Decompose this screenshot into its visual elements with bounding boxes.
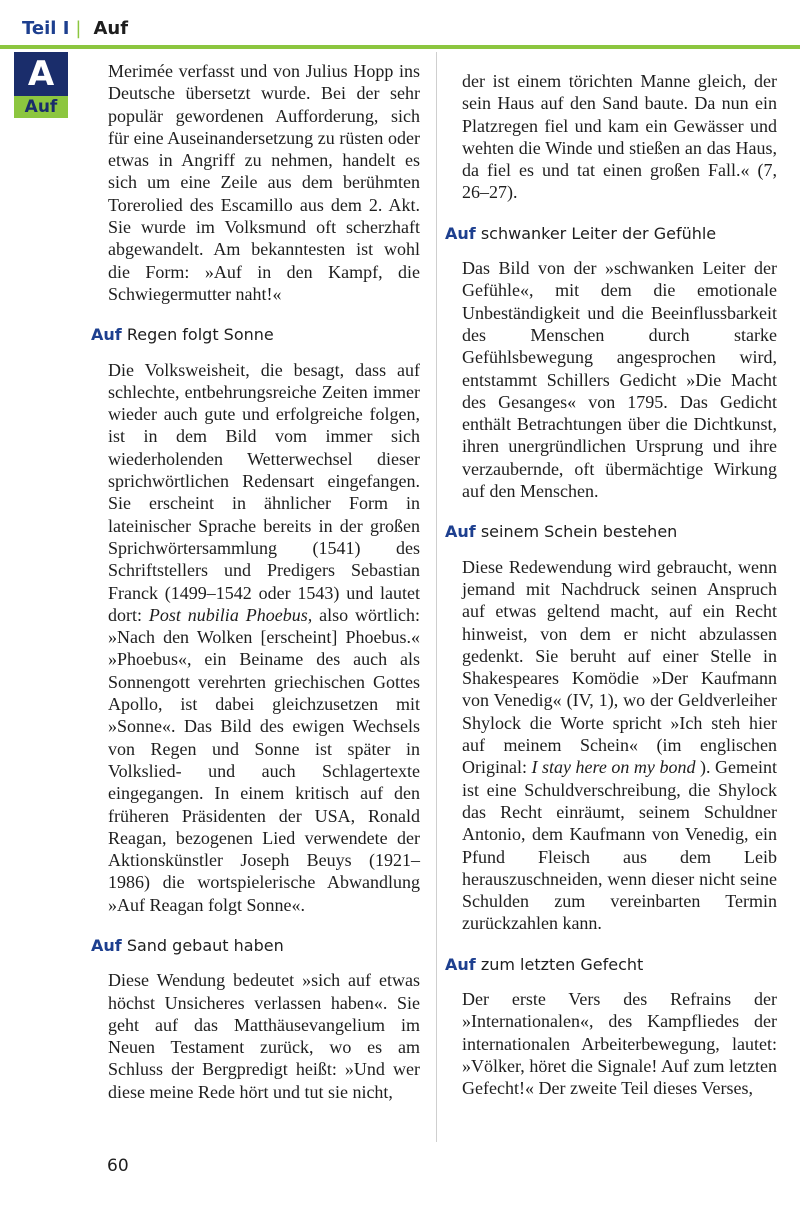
header-rule [0,45,800,49]
entry-keyword: Auf [91,325,122,345]
entry-text: Das Bild von der »schwanken Leiter der Gefühle«, mit dem die emotionale Unbeständigkeit und die Beeinflussbarkeit des Menschen durch starke Gefühlsbewegung angesprochen wird, entstammt Schillers Gedicht »Die Macht des Gesanges« von 1795. Das Gedicht enthält Betrachtungen über die Dichtkunst, ihren unergründlichen Ursprung und ihre verzaubernde, oft übermächtige Wirkung auf den Menschen. [462,258,777,502]
entry-text: Der erste Vers des Refrains der »Internationalen«, des Kampfliedes der internationalen Arbeiterbewegung, lautet: »Völker, höret die Signale! Auf zum letzten Gefecht!« Der zweite Teil dieses Verses, [462,988,777,1099]
entry-text [462,556,777,935]
continuation-paragraph: der ist einem törichten Manne gleich, der sein Haus auf den Sand baute. Da nun ein Platzregen fiel und kam ein Gewässer und wehten die Winde und stießen an das Haus, da fiel es und tat einen großen Fall.« (7, 26–27). [462,71,777,203]
left-column [91,60,421,1103]
thumb-index-letter: A [14,52,68,96]
entry-text: Diese Wendung bedeutet »sich auf etwas höchst Unsicheres verlassen haben«. Sie geht auf das Matthäusevangelium im Neuen Testament zurück, wo es am Schluss der Bergpredigt heißt: »Und wer diese meine Rede hört und tut sie nicht, [108,970,420,1102]
entry-heading [445,954,777,976]
entry-heading [91,324,420,346]
entry-sand-gebaut [91,935,420,1103]
entry-latin-quote: Post nubilia Phoebus, [148,604,313,625]
entry-keyword: Auf [445,522,476,542]
entry-seinem-schein [445,521,777,934]
entry-keyword: Auf [445,954,476,974]
entry-heading [445,223,777,245]
entry-text-part: Diese Redewendung wird gebraucht, wenn jemand mit Nachdruck seinen Anspruch auf etwas geltend macht, auf ein Recht hinweist, von dem er nicht abzulassen gedenkt. Sie beruht auf einer Stelle in Shakespeares Komödie »Der Kaufmann von Venedig« (IV, 1), wo der Geldverleiher Shylock die Worte spricht »Ich steh hier auf meinem Schein« (im englischen Original: [462,556,777,778]
entry-heading [445,521,777,543]
entry-title: Sand gebaut haben [126,935,284,955]
entry-title: seinem Schein bestehen [480,522,678,542]
entry-heading [91,935,420,957]
running-header [22,18,128,39]
page-number: 60 [107,1156,129,1176]
header-separator: | [75,18,82,39]
entry-letzten-gefecht [445,954,777,1100]
right-column [445,70,777,1099]
thumb-index-label: Auf [14,96,68,118]
entry-title: Regen folgt Sonne [126,325,274,345]
entry-english-quote: I stay here on my bond [531,757,696,778]
header-section: Auf [93,18,129,39]
entry-regen-folgt-sonne [91,324,421,916]
entry-text-part: also wörtlich: »Nach den Wolken [erscheint] Phoebus.« »Phoebus«, ein Beiname des auch als Sonnengott verehrten griechischen Gottes Apollo, ist dabei gleichzusetzen mit »Sonne«. Das Bild des ewigen Wechsels von Regen und Sonne ist später in Volkslied- und auch Schlagertexte eingegangen. In einem kritisch auf den früheren Präsidenten der USA, Ronald Reagan, bezogenen Lied verwendete der Aktionskünstler Joseph Beuys (1921–1986) die wortspielerische Abwandlung »Auf Reagan folgt Sonne«. [108,604,421,915]
entry-title: schwanker Leiter der Gefühle [480,223,717,243]
header-numeral: I [62,18,70,39]
entry-keyword: Auf [445,223,476,243]
entry-text-part: Die Volksweisheit, die besagt, dass auf schlechte, entbehrungsreiche Zeiten immer wieder auch gute und erfolgreiche folgen, ist in dem Bild vom immer sich wiederholenden Wetterwechsel dieser sprichwörtlichen Redensart eingefangen. Sie erscheint in ähnlicher Form in lateinischer Sprache bereits in der großen Sprichwörtersammlung (1541) des Schriftstellers und Predigers Sebastian Franck (1499–1542 oder 1543) und lautet dort: [108,359,420,625]
entry-text-part: ). Gemeint ist eine Schuldverschreibung, die Shylock das Recht einräumt, seinem Schuldner Antonio, dem Kaufmann von Venedig, ein Pfund Fleisch aus dem Leib herauszuschneiden, wenn dieser nicht seine Schulden zum vereinbarten Termin zurückzahlen kann. [462,757,777,934]
intro-paragraph: Merimée verfasst und von Julius Hopp ins Deutsche übersetzt wurde. Bei der sehr populär gewordenen Aufforderung, sich für eine Auseinandersetzung zu rüsten oder etwas in Angriff zu nehmen, handelt es sich um eine Zeile aus dem berühmten Torerolied des Escamillo aus dem 2. Akt. Sie wurde im Volksmund oft scherzhaft abgewandelt. Am bekanntesten ist wohl die Form: »Auf in den Kampf, die Schwiegermutter naht!« [108,61,420,304]
column-divider [436,52,437,1142]
entry-title: zum letzten Gefecht [480,954,644,974]
entry-text [108,359,420,916]
header-part: Teil [22,18,57,39]
entry-keyword: Auf [91,935,122,955]
entry-schwanker-leiter [445,223,777,503]
